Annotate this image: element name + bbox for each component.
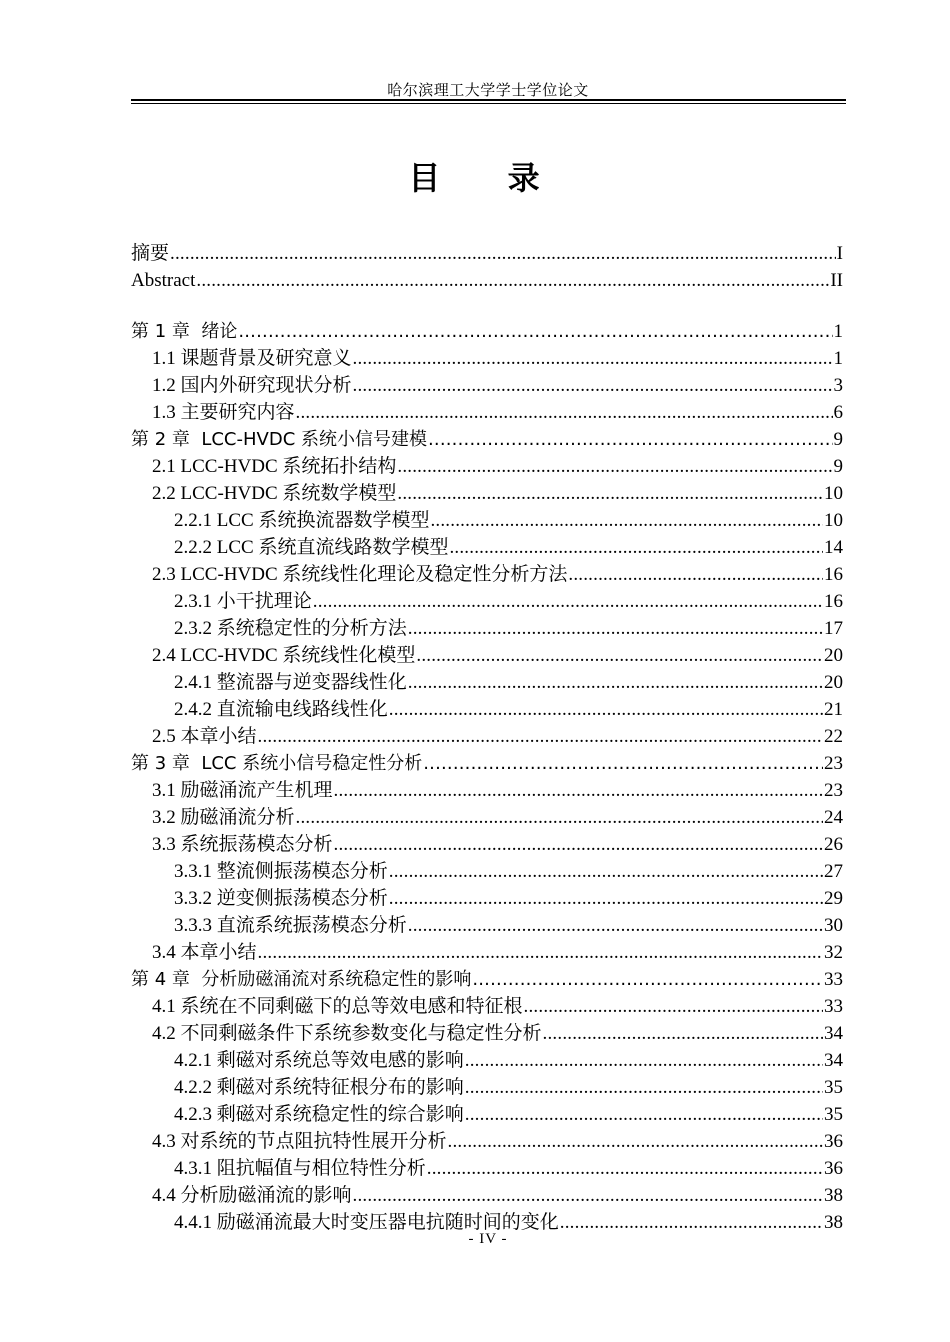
- dot-leader: [389, 696, 823, 723]
- toc-entry-page: 16: [824, 564, 843, 585]
- toc-entry-label: 2.2.1 LCC 系统换流器数学模型: [174, 510, 430, 531]
- toc-entry-page: 24: [824, 807, 843, 828]
- dot-leader: [568, 561, 823, 588]
- toc-entry-label: 4.3 对系统的节点阻抗特性展开分析: [152, 1131, 447, 1152]
- toc-entry[interactable]: [131, 1101, 843, 1128]
- toc-entry-label: 2.2 LCC-HVDC 系统数学模型: [152, 483, 397, 504]
- toc-entry-label: 3.3.2 逆变侧振荡模态分析: [174, 888, 388, 909]
- dot-leader: [334, 831, 823, 858]
- toc-entry[interactable]: [131, 1020, 843, 1047]
- running-header: 哈尔滨理工大学学士学位论文: [387, 83, 589, 99]
- dot-leader: [408, 615, 823, 642]
- dot-leader: [465, 1101, 823, 1128]
- toc-entry-page: 14: [824, 537, 843, 558]
- toc-entry[interactable]: [131, 345, 843, 372]
- toc-entry-label: 摘要: [131, 243, 170, 264]
- page-title: 目 录: [408, 159, 568, 197]
- toc-entry-page: 1: [833, 321, 843, 342]
- dot-leader: [449, 534, 823, 561]
- toc-entry-page: 23: [824, 753, 843, 774]
- toc-entry[interactable]: [131, 588, 843, 615]
- dot-leader: [353, 372, 833, 399]
- toc-entry-page: 17: [824, 618, 843, 639]
- toc-entry[interactable]: [131, 399, 843, 426]
- toc-entry[interactable]: [131, 804, 843, 831]
- toc-entry-page: 34: [824, 1023, 843, 1044]
- dot-leader: [296, 804, 823, 831]
- toc-entry[interactable]: [131, 642, 843, 669]
- toc-entry-page: 36: [824, 1158, 843, 1179]
- toc-entry-label: 2.3 LCC-HVDC 系统线性化理论及稳定性分析方法: [152, 564, 568, 585]
- toc-entry-page: 20: [824, 672, 843, 693]
- toc-entry[interactable]: [131, 885, 843, 912]
- toc-entry-page: 22: [824, 726, 843, 747]
- toc-entry-label: 4.2.1 剩磁对系统总等效电感的影响: [174, 1050, 464, 1071]
- toc-entry-page: 16: [824, 591, 843, 612]
- toc-entry-page: 30: [824, 915, 843, 936]
- dot-leader: [397, 453, 832, 480]
- toc-entry[interactable]: [131, 993, 843, 1020]
- dot-leader: [353, 1182, 823, 1209]
- toc-entry[interactable]: [131, 912, 843, 939]
- toc-entry-page: 35: [824, 1104, 843, 1125]
- toc-entry[interactable]: [131, 507, 843, 534]
- dot-leader: [448, 1128, 823, 1155]
- toc-entry-label: 4.2.2 剩磁对系统特征根分布的影响: [174, 1077, 464, 1098]
- dot-leader: [334, 777, 823, 804]
- dot-leader: [313, 588, 823, 615]
- toc-entry-label: 1.3 主要研究内容: [152, 402, 295, 423]
- dot-leader: [430, 507, 823, 534]
- dot-leader: [427, 1155, 823, 1182]
- toc-entry-label: 2.5 本章小结: [152, 726, 257, 747]
- toc-chapter-entry[interactable]: [131, 426, 843, 453]
- header-rule-thin: [131, 103, 846, 104]
- toc-entry-label: 1.2 国内外研究现状分析: [152, 375, 352, 396]
- toc-entry-label: 4.2.3 剩磁对系统稳定性的综合影响: [174, 1104, 464, 1125]
- toc-entry[interactable]: [131, 1047, 843, 1074]
- toc-entry-page: 21: [824, 699, 843, 720]
- toc-entry-label: 第 3 章 LCC 系统小信号稳定性分析: [131, 753, 423, 774]
- toc-entry[interactable]: [131, 939, 843, 966]
- toc-entry-page: 9: [833, 429, 843, 450]
- toc-entry-label: 3.3.3 直流系统振荡模态分析: [174, 915, 407, 936]
- dot-leader: [397, 480, 823, 507]
- toc-entry-page: 1: [833, 348, 843, 369]
- toc-entry-label: 2.4 LCC-HVDC 系统线性化模型: [152, 645, 416, 666]
- toc-entry[interactable]: [131, 1128, 843, 1155]
- toc-entry-label: 2.2.2 LCC 系统直流线路数学模型: [174, 537, 449, 558]
- dot-leader: [353, 345, 833, 372]
- toc-entry-page: 9: [833, 456, 843, 477]
- toc-entry-page: 38: [824, 1185, 843, 1206]
- toc-entry-label: 3.3 系统振荡模态分析: [152, 834, 333, 855]
- toc-entry[interactable]: [131, 534, 843, 561]
- toc-entry-page: 34: [824, 1050, 843, 1071]
- toc-entry-label: 4.3.1 阻抗幅值与相位特性分析: [174, 1158, 426, 1179]
- toc-entry[interactable]: [131, 1182, 843, 1209]
- toc-entry-label: 2.3.2 系统稳定性的分析方法: [174, 618, 407, 639]
- header-rule-thick: [131, 99, 846, 101]
- toc-entry-page: 33: [824, 969, 843, 990]
- toc-entry-label: 4.4 分析励磁涌流的影响: [152, 1185, 352, 1206]
- toc-entry-page: II: [830, 270, 843, 291]
- dot-leader: [524, 993, 823, 1020]
- toc-entry[interactable]: [131, 858, 843, 885]
- toc-entry-label: 1.1 课题背景及研究意义: [152, 348, 352, 369]
- dot-leader: [170, 240, 836, 267]
- toc-entry-page: 36: [824, 1131, 843, 1152]
- toc-entry-label: Abstract: [131, 270, 196, 291]
- toc-entry-page: 6: [833, 402, 843, 423]
- toc-entry-label: 3.1 励磁涌流产生机理: [152, 780, 333, 801]
- toc-entry-page: 38: [824, 1212, 843, 1233]
- dot-leader: [423, 750, 823, 777]
- toc-entry[interactable]: [131, 615, 843, 642]
- toc-entry[interactable]: [131, 267, 843, 294]
- toc-entry-label: 第 2 章 LCC-HVDC 系统小信号建模: [131, 429, 427, 450]
- dot-leader: [543, 1020, 823, 1047]
- toc-entry[interactable]: [131, 372, 843, 399]
- toc-entry-page: 23: [824, 780, 843, 801]
- toc-entry-page: 26: [824, 834, 843, 855]
- toc-chapter-entry[interactable]: [131, 318, 843, 345]
- toc-entry[interactable]: [131, 831, 843, 858]
- dot-leader: [428, 426, 833, 453]
- toc-entry[interactable]: [131, 696, 843, 723]
- toc-entry[interactable]: [131, 669, 843, 696]
- dot-leader: [196, 267, 829, 294]
- toc-entry-page: 35: [824, 1077, 843, 1098]
- toc-entry-label: 2.4.2 直流输电线路线性化: [174, 699, 388, 720]
- toc-entry-page: I: [836, 243, 843, 264]
- dot-leader: [465, 1047, 823, 1074]
- toc-entry-page: 20: [824, 645, 843, 666]
- toc-entry[interactable]: [131, 480, 843, 507]
- toc-entry-label: 3.4 本章小结: [152, 942, 257, 963]
- dot-leader: [408, 669, 823, 696]
- dot-leader: [465, 1074, 823, 1101]
- dot-leader: [258, 723, 823, 750]
- toc-entry-label: 第 1 章 绪论: [131, 321, 238, 342]
- toc-entry-page: 27: [824, 861, 843, 882]
- toc-entry[interactable]: [131, 453, 843, 480]
- dot-leader: [389, 885, 823, 912]
- toc-entry[interactable]: [131, 240, 843, 267]
- toc-entry-label: 4.4.1 励磁涌流最大时变压器电抗随时间的变化: [174, 1212, 559, 1233]
- toc-entry-label: 2.1 LCC-HVDC 系统拓扑结构: [152, 456, 397, 477]
- dot-leader: [296, 399, 833, 426]
- toc-entry[interactable]: [131, 723, 843, 750]
- toc-entry-label: 3.3.1 整流侧振荡模态分析: [174, 861, 388, 882]
- toc-entry-label: 3.2 励磁涌流分析: [152, 807, 295, 828]
- dot-leader: [238, 318, 832, 345]
- dot-leader: [258, 939, 823, 966]
- toc-entry-page: 10: [824, 510, 843, 531]
- table-of-contents: [131, 240, 843, 1236]
- toc-entry-page: 10: [824, 483, 843, 504]
- toc-chapter-entry[interactable]: [131, 966, 843, 993]
- dot-leader: [389, 858, 823, 885]
- toc-entry-label: 4.1 系统在不同剩磁下的总等效电感和特征根: [152, 996, 523, 1017]
- toc-chapter-entry[interactable]: [131, 750, 843, 777]
- toc-entry-page: 33: [824, 996, 843, 1017]
- toc-entry-label: 第 4 章 分析励磁涌流对系统稳定性的影响: [131, 969, 472, 990]
- toc-entry-label: 2.4.1 整流器与逆变器线性化: [174, 672, 407, 693]
- toc-entry-page: 32: [824, 942, 843, 963]
- dot-leader: [408, 912, 823, 939]
- dot-leader: [416, 642, 823, 669]
- toc-entry-page: 29: [824, 888, 843, 909]
- toc-entry-label: 4.2 不同剩磁条件下系统参数变化与稳定性分析: [152, 1023, 542, 1044]
- toc-entry-label: 2.3.1 小干扰理论: [174, 591, 312, 612]
- toc-entry-page: 3: [833, 375, 843, 396]
- page-number-footer: - IV -: [468, 1231, 508, 1247]
- toc-entry[interactable]: [131, 1155, 843, 1182]
- toc-entry[interactable]: [131, 777, 843, 804]
- toc-entry[interactable]: [131, 561, 843, 588]
- toc-entry[interactable]: [131, 1074, 843, 1101]
- dot-leader: [472, 966, 823, 993]
